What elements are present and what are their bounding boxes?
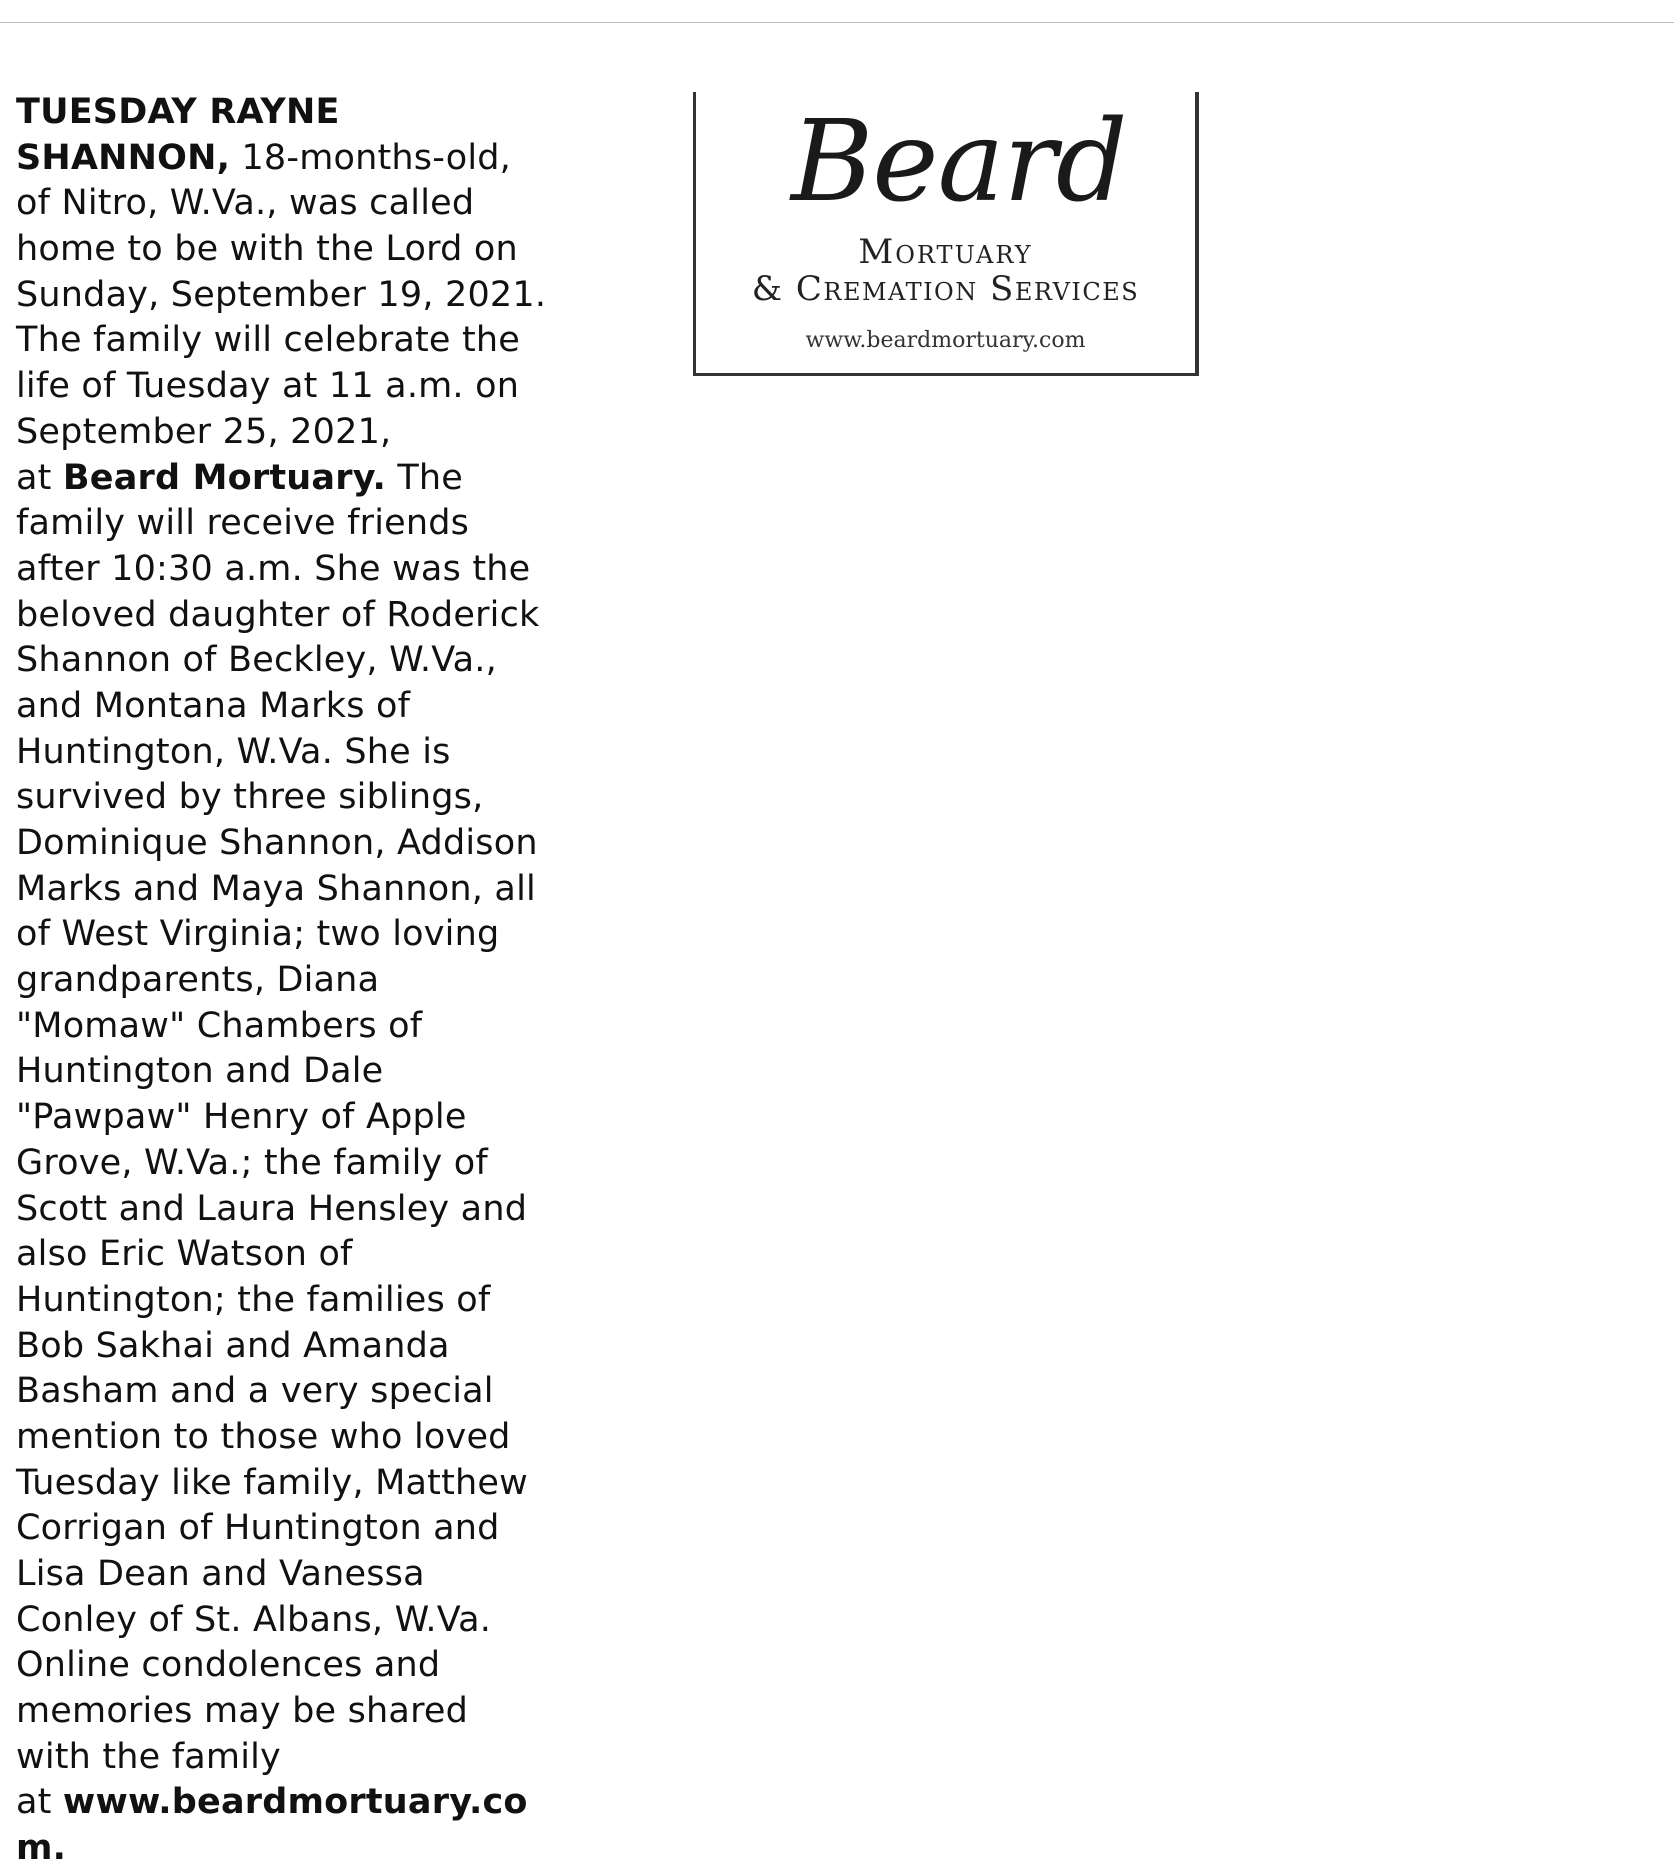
obituary-line bbox=[16, 684, 596, 730]
obituary-text-segment: Huntington and Dale bbox=[16, 1051, 384, 1092]
obituary-line bbox=[16, 1369, 596, 1415]
obituary-line bbox=[16, 730, 596, 776]
obituary-text-segment: Corrigan of Huntington and bbox=[16, 1508, 500, 1549]
obituary-text-segment: at bbox=[16, 1782, 63, 1823]
obituary-bold-text: SHANNON, bbox=[16, 137, 231, 178]
obituary-text-segment: September 25, 2021, bbox=[16, 411, 392, 452]
obituary-line bbox=[16, 1735, 596, 1781]
obituary-text-segment: Marks and Maya Shannon, all bbox=[16, 868, 536, 909]
obituary-text-segment: Basham and a very special bbox=[16, 1371, 494, 1412]
obituary-line bbox=[16, 501, 596, 547]
obituary-line bbox=[16, 1232, 596, 1278]
obituary-line bbox=[16, 547, 596, 593]
obituary-line bbox=[16, 181, 596, 227]
obituary-line bbox=[16, 273, 596, 319]
obituary-text-segment: memories may be shared bbox=[16, 1691, 469, 1732]
obituary-bold-text: TUESDAY RAYNE bbox=[16, 92, 340, 132]
obituary-text-segment: Lisa Dean and Vanessa bbox=[16, 1554, 425, 1594]
obituary-text-segment: after 10:30 a.m. She was the bbox=[16, 548, 531, 589]
obituary-line bbox=[16, 1004, 596, 1050]
obituary-line bbox=[16, 958, 596, 1004]
obituary-text-segment: Conley of St. Albans, W.Va. bbox=[16, 1599, 492, 1640]
obituary-bold-text: Beard Mortuary. bbox=[62, 457, 386, 498]
obituary-line bbox=[16, 775, 596, 821]
obituary-text-segment: Bob Sakhai and Amanda bbox=[16, 1325, 450, 1366]
obituary-line bbox=[16, 1643, 596, 1689]
obituary-line bbox=[16, 318, 596, 364]
obituary-text-segment: and Montana Marks of bbox=[16, 685, 411, 726]
obituary-text-segment: Online condolences and bbox=[16, 1645, 441, 1686]
obituary-line bbox=[16, 1598, 596, 1644]
obituary-text-segment: life of Tuesday at 11 a.m. on bbox=[16, 366, 520, 407]
obituary-line bbox=[16, 1461, 596, 1507]
obituary-text-segment: mention to those who loved bbox=[16, 1416, 511, 1457]
obituary-text-segment: Dominique Shannon, Addison bbox=[16, 823, 538, 863]
obituary-text-segment: 18-months-old, bbox=[230, 137, 512, 178]
obituary-line bbox=[16, 364, 596, 410]
obituary-text-segment: "Pawpaw" Henry of Apple bbox=[16, 1097, 467, 1138]
obituary-text-segment: Scott and Laura Hensley and bbox=[16, 1188, 528, 1229]
obituary-line bbox=[16, 593, 596, 639]
obituary-text-segment: home to be with the Lord on bbox=[16, 229, 518, 270]
obituary-text-segment: survived by three siblings, bbox=[16, 777, 484, 818]
obituary-text-segment: "Momaw" Chambers of bbox=[16, 1005, 423, 1046]
obituary-line bbox=[16, 1689, 596, 1735]
obituary-text-segment: at bbox=[16, 457, 63, 498]
funeral-home-logo bbox=[693, 92, 1199, 376]
obituary-line bbox=[16, 456, 596, 502]
logo-website: www.beardmortuary.com bbox=[805, 328, 1086, 353]
logo-name: Beard bbox=[791, 97, 1127, 227]
obituary-line bbox=[16, 1826, 596, 1872]
obituary-text-segment: grandparents, Diana bbox=[16, 960, 380, 1001]
obituary-text-segment: of West Virginia; two loving bbox=[16, 914, 500, 955]
obituary-line bbox=[16, 1049, 596, 1095]
obituary-text-segment: also Eric Watson of bbox=[16, 1234, 353, 1275]
logo-tagline-1: Mortuary bbox=[858, 232, 1033, 272]
obituary-line bbox=[16, 1415, 596, 1461]
obituary-text-segment: Huntington; the families of bbox=[16, 1279, 491, 1320]
obituary-text bbox=[16, 90, 596, 1872]
obituary-line bbox=[16, 90, 596, 136]
obituary-line bbox=[16, 1187, 596, 1233]
obituary-text-segment: Shannon of Beckley, W.Va., bbox=[16, 640, 497, 681]
obituary-text-segment: The family will celebrate the bbox=[16, 320, 521, 361]
obituary-text-segment: The bbox=[386, 457, 464, 498]
obituary-line bbox=[16, 136, 596, 182]
obituary-bold-text: www.beardmortuary.co bbox=[62, 1782, 528, 1823]
obituary-line bbox=[16, 227, 596, 273]
obituary-line bbox=[16, 1506, 596, 1552]
obituary-line bbox=[16, 821, 596, 867]
scan-edge-line bbox=[0, 22, 1674, 23]
obituary-text-segment: beloved daughter of Roderick bbox=[16, 594, 540, 635]
obituary-text-segment: of Nitro, W.Va., was called bbox=[16, 183, 475, 224]
obituary-text-segment: Grove, W.Va.; the family of bbox=[16, 1142, 488, 1183]
logo-tagline-2: & Cremation Services bbox=[751, 269, 1140, 309]
obituary-line bbox=[16, 638, 596, 684]
obituary-text-segment: Tuesday like family, Matthew bbox=[16, 1462, 528, 1503]
obituary-line bbox=[16, 1141, 596, 1187]
obituary-line bbox=[16, 1552, 596, 1598]
obituary-line bbox=[16, 1278, 596, 1324]
obituary-line bbox=[16, 912, 596, 958]
obituary-text-segment: Sunday, September 19, 2021. bbox=[16, 274, 547, 315]
obituary-line bbox=[16, 1324, 596, 1370]
obituary-line bbox=[16, 1095, 596, 1141]
obituary-line bbox=[16, 867, 596, 913]
obituary-line bbox=[16, 1780, 596, 1826]
obituary-line bbox=[16, 410, 596, 456]
obituary-bold-text: m. bbox=[16, 1828, 67, 1869]
obituary-text-segment: family will receive friends bbox=[16, 503, 470, 544]
obituary-text-segment: with the family bbox=[16, 1736, 281, 1777]
obituary-text-segment: Huntington, W.Va. She is bbox=[16, 731, 451, 772]
